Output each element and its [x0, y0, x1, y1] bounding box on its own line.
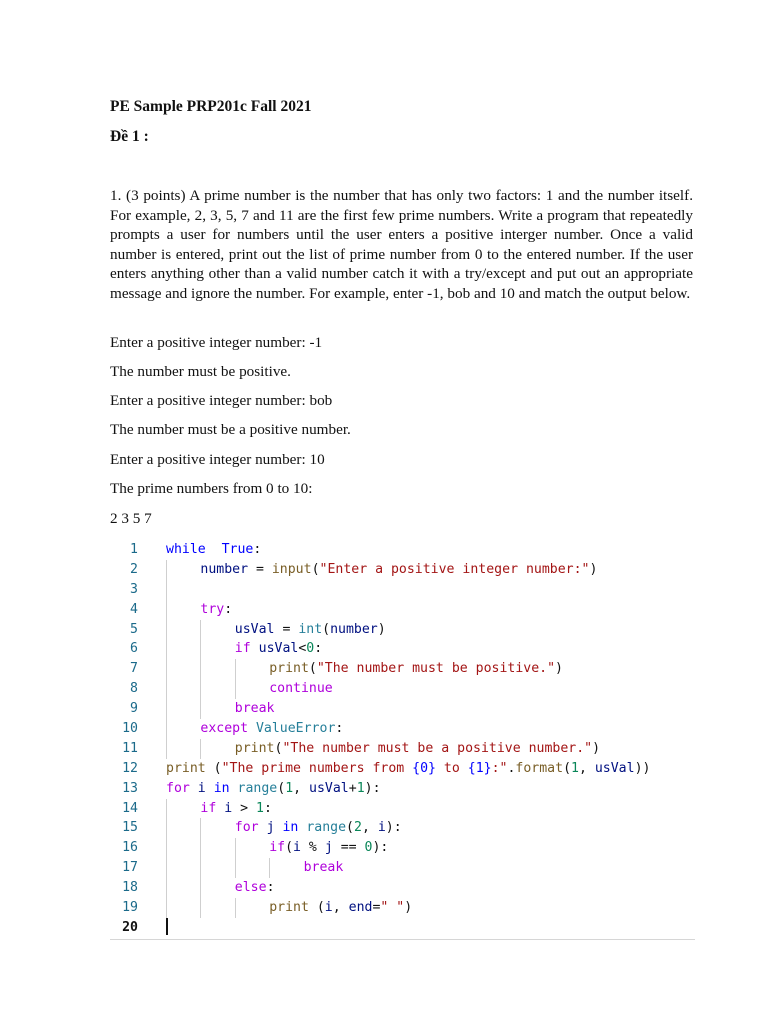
indent-guide: [166, 679, 167, 699]
code-line: [110, 679, 695, 699]
code-token: range: [237, 780, 278, 796]
indent-guide: [166, 699, 167, 719]
code-line: [110, 818, 695, 838]
code-line: [110, 719, 695, 739]
code-token: "The number must be positive.": [316, 661, 556, 677]
code-token: usVal: [258, 641, 299, 657]
code-token: ): [555, 661, 563, 677]
code-token: for: [234, 820, 259, 836]
indent-guide: [200, 818, 201, 838]
code-line: [110, 739, 695, 759]
code-token: 1: [285, 780, 294, 796]
code-token: :: [263, 800, 272, 816]
line-number: 7: [130, 661, 138, 677]
indent-guide: [200, 679, 201, 699]
code-text: [200, 719, 343, 739]
indent-guide: [200, 659, 201, 679]
line-number: 12: [122, 760, 138, 776]
code-token: :: [314, 641, 323, 657]
indent-guide: [166, 838, 167, 858]
code-token: i: [293, 840, 301, 856]
code-token: except: [200, 721, 249, 737]
code-token: i: [377, 820, 386, 836]
code-token: if: [269, 840, 286, 856]
line-number: 20: [122, 919, 138, 935]
code-text: [235, 639, 322, 659]
code-token: i: [224, 800, 233, 816]
code-line: [110, 699, 695, 719]
line-number: 2: [130, 561, 138, 577]
code-token: <: [298, 641, 307, 657]
code-token: [248, 721, 256, 736]
code-token: to: [435, 760, 468, 776]
code-token: ): [589, 561, 598, 577]
code-token: range: [306, 820, 347, 836]
code-token: else: [234, 880, 267, 896]
code-text: [269, 679, 333, 699]
indent-guide: [200, 898, 201, 918]
code-token: j: [324, 840, 333, 856]
code-text: [235, 818, 402, 838]
code-line: [110, 659, 695, 679]
indent-guide: [200, 639, 201, 659]
code-text: [166, 759, 650, 779]
code-token: .: [507, 760, 516, 776]
code-text: [166, 918, 168, 938]
code-token: ValueError: [255, 721, 336, 737]
line-number: 3: [130, 581, 138, 597]
code-line: [110, 580, 695, 600]
code-token: :: [266, 880, 275, 896]
line-number: 14: [122, 800, 138, 816]
exam-subtitle: Đề 1 :: [110, 128, 149, 145]
indent-guide: [166, 560, 167, 580]
indent-guide: [166, 818, 167, 838]
indent-guide: [166, 719, 167, 739]
code-token: ,: [293, 780, 310, 796]
code-token: (: [205, 760, 222, 776]
code-token: 0: [364, 840, 373, 856]
code-token: in: [282, 820, 299, 836]
code-text: [269, 659, 563, 679]
code-token: ): [404, 900, 413, 916]
code-token: ==: [332, 840, 365, 856]
line-number: 17: [122, 860, 138, 876]
code-line: [110, 639, 695, 659]
code-line: [110, 600, 695, 620]
code-token: )): [634, 760, 651, 776]
code-token: usVal: [309, 780, 349, 796]
indent-guide: [166, 898, 167, 918]
code-token: [259, 820, 267, 835]
code-token: ): [377, 621, 386, 637]
code-token: for: [166, 780, 190, 796]
code-line: [110, 878, 695, 898]
indent-guide: [166, 639, 167, 659]
indent-guide: [166, 739, 167, 759]
code-token: =: [274, 621, 299, 637]
code-text: [200, 799, 272, 819]
code-token: True: [221, 542, 254, 557]
code-token: int: [298, 621, 323, 637]
line-number: 10: [122, 721, 138, 737]
code-token: [206, 542, 222, 557]
code-token: :": [491, 760, 508, 776]
code-token: 1: [256, 800, 264, 816]
code-token: print: [269, 661, 309, 677]
code-token: {1}: [467, 760, 492, 776]
line-number: 11: [122, 740, 138, 756]
code-token: "The number must be a positive number.": [282, 740, 593, 756]
code-token: ,: [361, 820, 378, 836]
code-token: number: [200, 561, 249, 577]
code-token: :: [253, 542, 262, 557]
line-number: 4: [130, 601, 138, 617]
indent-guide: [235, 838, 236, 858]
code-token: number: [330, 621, 378, 637]
code-line: [110, 918, 695, 938]
line-number: 13: [122, 780, 138, 796]
code-token: print: [269, 900, 309, 916]
code-token: (: [285, 840, 294, 856]
code-token: print: [234, 740, 275, 756]
indent-guide: [200, 858, 201, 878]
code-token: i: [197, 780, 206, 796]
line-number: 18: [122, 880, 138, 896]
line-number: 16: [122, 840, 138, 856]
code-text: [235, 739, 600, 759]
code-token: :: [224, 601, 233, 617]
indent-guide: [166, 600, 167, 620]
code-token: "Enter a positive integer number:": [319, 561, 590, 577]
code-text: [235, 878, 275, 898]
sample-io-line: 2 3 5 7: [110, 510, 152, 527]
code-token: [251, 641, 259, 656]
code-line: [110, 779, 695, 799]
code-line: [110, 838, 695, 858]
indent-guide: [166, 659, 167, 679]
code-token: ):: [364, 780, 381, 796]
code-token: usVal: [594, 760, 635, 776]
code-token: (: [311, 561, 320, 577]
code-token: (: [277, 780, 286, 796]
code-token: [190, 781, 198, 796]
indent-guide: [200, 739, 201, 759]
code-token: end: [348, 900, 373, 916]
code-token: (: [346, 820, 354, 836]
code-token: ,: [578, 760, 595, 776]
sample-io-line: Enter a positive integer number: -1: [110, 334, 323, 351]
indent-guide: [235, 858, 236, 878]
sample-io-line: The number must be a positive number.: [110, 421, 351, 438]
code-token: (: [274, 740, 283, 756]
line-number: 9: [130, 701, 138, 717]
code-token: (: [308, 900, 325, 916]
code-text: [235, 620, 386, 640]
indent-guide: [235, 679, 236, 699]
sample-io-line: The prime numbers from 0 to 10:: [110, 480, 313, 497]
code-token: %: [300, 840, 325, 856]
code-token: ):: [372, 840, 389, 856]
code-token: ): [592, 740, 601, 756]
code-line: [110, 799, 695, 819]
code-line: [110, 560, 695, 580]
current-line-highlight: [110, 939, 695, 940]
code-token: j: [266, 820, 275, 836]
code-token: break: [234, 701, 275, 717]
code-line: [110, 858, 695, 878]
code-token: print: [166, 760, 206, 776]
code-token: " ": [380, 900, 405, 916]
code-line: [110, 620, 695, 640]
line-number: 6: [130, 641, 138, 657]
code-token: >: [232, 800, 257, 816]
code-text: [166, 779, 381, 799]
indent-guide: [166, 799, 167, 819]
code-token: usVal: [234, 621, 275, 637]
line-number: 19: [122, 900, 138, 916]
code-token: break: [303, 860, 344, 876]
code-token: (: [322, 621, 331, 637]
code-token: i: [324, 900, 333, 916]
code-token: +: [348, 780, 357, 796]
problem-statement: 1. (3 points) A prime number is the number that has only two factors: 1 and the number itself. For example, 2, 3, 5, 7 and 11 are the first few prime numbers. Write a program that repeatedly prompts a user for numbers until the user enters a positive interger number. Once a valid number is entered, print out the list of prime number from 0 to the entered number. If the user enters anything other than a valid number catch it with a try/except and put out an appropriate message and ignore the number. For example, enter -1, bob and 10 and match the output below.: [110, 187, 693, 302]
code-text: [235, 699, 275, 719]
code-token: [206, 781, 214, 796]
code-token: 1: [571, 760, 579, 776]
code-token: =: [248, 561, 272, 577]
code-token: (: [308, 661, 317, 677]
indent-guide: [235, 659, 236, 679]
code-text: [269, 898, 412, 918]
code-token: input: [271, 561, 312, 577]
code-token: format: [515, 760, 564, 776]
sample-io-line: Enter a positive integer number: 10: [110, 451, 325, 468]
line-number: 8: [130, 681, 138, 697]
code-token: if: [234, 641, 251, 657]
code-token: continue: [269, 681, 333, 697]
code-token: try: [200, 601, 225, 617]
indent-guide: [200, 699, 201, 719]
code-token: [230, 781, 238, 796]
code-text: [200, 560, 597, 580]
code-token: if: [200, 800, 217, 816]
code-token: :: [335, 721, 344, 737]
indent-guide: [200, 878, 201, 898]
sample-io-line: Enter a positive integer number: bob: [110, 392, 333, 409]
sample-io-line: The number must be positive.: [110, 363, 291, 380]
code-line: [110, 898, 695, 918]
indent-guide: [269, 858, 270, 878]
code-token: ,: [332, 900, 349, 916]
code-text: [200, 600, 232, 620]
indent-guide: [200, 838, 201, 858]
code-token: (: [563, 760, 572, 776]
document-title: PE Sample PRP201c Fall 2021: [110, 98, 312, 115]
code-text: [269, 838, 388, 858]
code-token: {0}: [412, 760, 436, 776]
code-token: =: [372, 900, 381, 916]
text-cursor: [166, 918, 168, 935]
code-token: in: [213, 780, 230, 796]
code-token: 0: [306, 641, 315, 657]
indent-guide: [235, 898, 236, 918]
indent-guide: [166, 580, 167, 600]
code-token: ):: [385, 820, 402, 836]
code-token: while: [166, 542, 206, 557]
indent-guide: [166, 878, 167, 898]
code-line: [110, 540, 695, 560]
code-text: [166, 540, 261, 560]
code-text: [304, 858, 344, 878]
code-token: "The prime numbers from: [221, 760, 413, 776]
indent-guide: [200, 620, 201, 640]
code-token: 1: [356, 780, 365, 796]
line-number: 1: [130, 542, 138, 557]
indent-guide: [166, 858, 167, 878]
code-token: 2: [353, 820, 362, 836]
line-number: 5: [130, 621, 138, 637]
indent-guide: [166, 620, 167, 640]
line-number: 15: [122, 820, 138, 836]
code-line: [110, 759, 695, 779]
code-editor: [110, 540, 695, 938]
